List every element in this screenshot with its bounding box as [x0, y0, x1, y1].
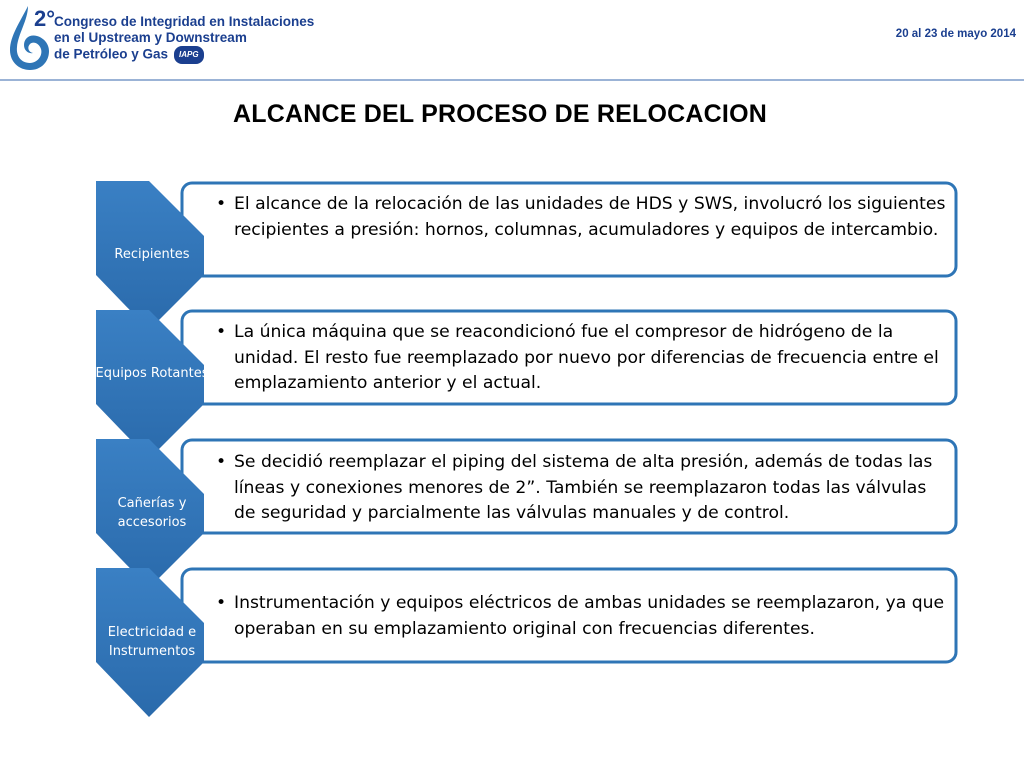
- description-text-3: [216, 450, 948, 527]
- description-2: La única máquina que se reacondicionó fue el compresor de hidrógeno de la unidad. El resto fue reemplazado por nuevo por diferencias de frecuencia entre el emplazamiento anterior y el actual.: [234, 322, 939, 393]
- conference-title-line2: en el Upstream y Downstream: [54, 30, 247, 45]
- slide-title: ALCANCE DEL PROCESO DE RELOCACION: [233, 100, 767, 128]
- description-text-4: [216, 591, 948, 642]
- bullet-3: •: [216, 452, 227, 472]
- bullet-1: •: [216, 194, 227, 214]
- conference-title-line1: Congreso de Integridad en Instalaciones: [54, 14, 315, 29]
- description-text-2: [216, 320, 948, 397]
- bullet-2: •: [216, 322, 227, 342]
- bullet-4: •: [216, 593, 227, 613]
- description-text-1: [216, 192, 948, 243]
- description-1: El alcance de la relocación de las unidades de HDS y SWS, involucró los siguientes recipientes a presión: hornos, columnas, acumuladores y equipos de intercambio.: [234, 194, 946, 240]
- iapg-badge: IAPG: [174, 46, 204, 64]
- logo-mark: 2°: [34, 6, 56, 31]
- chevron-label-equipos-rotantes: Equipos Rotantes: [95, 366, 209, 381]
- chevron-label-canerias: Cañerías y accesorios: [117, 496, 187, 530]
- conference-title-line3: de Petróleo y Gas: [54, 46, 169, 62]
- event-date: 20 al 23 de mayo 2014: [895, 28, 1016, 40]
- description-4: Instrumentación y equipos eléctricos de ambas unidades se reemplazaron, ya que operaban en su emplazamiento original con frecuencias diferentes.: [234, 593, 945, 639]
- description-3: Se decidió reemplazar el piping del sistema de alta presión, además de todas las líneas y conexiones menores de 2”. También se reemplazaron todas las válvulas de seguridad y parcialmente las válvulas manuales y de control.: [234, 452, 933, 523]
- chevron-label-electricidad: Electricidad e Instrumentos: [107, 625, 197, 659]
- chevron-label-recipientes: Recipientes: [114, 247, 190, 262]
